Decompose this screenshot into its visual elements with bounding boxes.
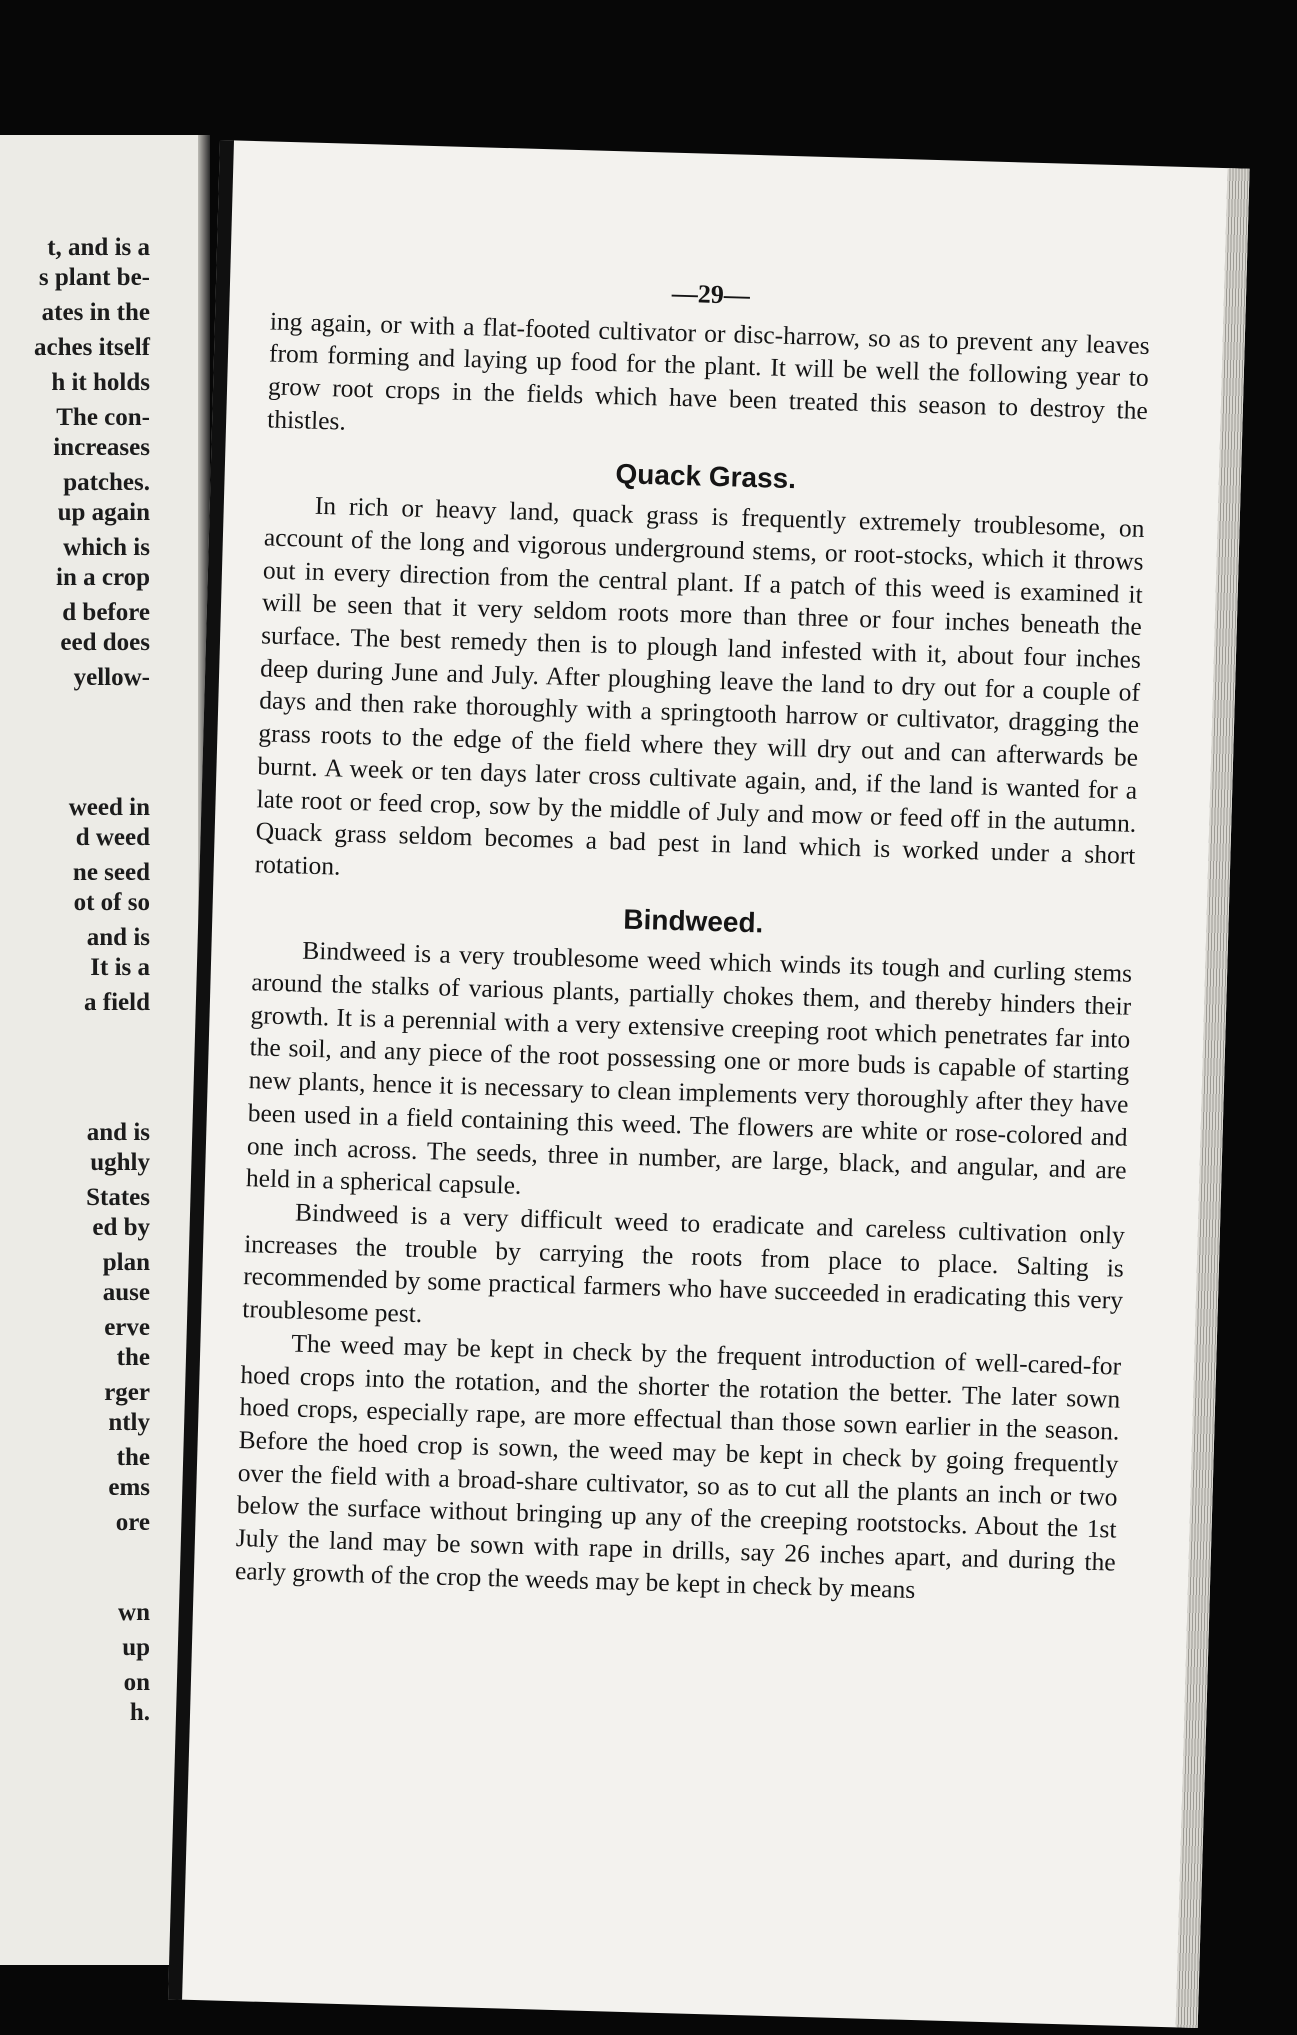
left-page-line: up again bbox=[57, 499, 150, 526]
page-fore-edge bbox=[1176, 168, 1250, 2028]
left-page-line: increases bbox=[53, 434, 150, 461]
heading-quack-grass: Quack Grass. bbox=[615, 457, 797, 494]
left-page-line: patches. bbox=[63, 469, 150, 496]
left-page-line: up bbox=[122, 1634, 150, 1661]
right-page bbox=[168, 140, 1250, 2028]
left-page-line: on bbox=[123, 1669, 150, 1696]
left-page-line: ore bbox=[115, 1509, 150, 1536]
left-page-line: erve bbox=[104, 1314, 150, 1341]
left-page-line: h it holds bbox=[51, 369, 150, 396]
left-page-line: a field bbox=[84, 989, 150, 1016]
left-page-line: The con- bbox=[56, 404, 150, 431]
left-page-line: yellow- bbox=[73, 664, 150, 691]
page-number: —29— bbox=[671, 278, 751, 310]
left-page-line: h. bbox=[129, 1699, 150, 1726]
left-page-line: wn bbox=[118, 1599, 150, 1626]
left-page-line: ause bbox=[102, 1279, 150, 1306]
left-page-line: d weed bbox=[75, 824, 150, 851]
left-page-line: the bbox=[116, 1444, 150, 1471]
left-page-line: and is bbox=[86, 1119, 150, 1146]
left-page-line: ntly bbox=[108, 1409, 150, 1436]
left-page-line: which is bbox=[63, 534, 150, 561]
page-text-block bbox=[235, 266, 1152, 1611]
left-page-line: weed in bbox=[68, 794, 150, 821]
quack-grass-paragraph: In rich or heavy land, quack grass is frequently extremely troublesome, on account of the long and vigorous underground stems, or root-stocks, which it throws out in every direction from the central plant. If a patch of this weed is examined it will be seen that it very seldom roots more than three or four inches beneath the surface. The best remedy then is to plough land infested with it, about four inches deep during June and July. After ploughing leave the land to dry out for a couple of days and then rake thoroughly with a springtooth harrow or cultivator, dragging the grass roots to the edge of the field where they will dry out and can afterwards be burnt. A week or ten days later cross cultivate again, and, if the land is wanted for a late root or feed crop, sow by the middle of July and mow or feed off in the autumn. Quack grass seldom becomes a bad pest in land which is worked under a short rotation. bbox=[254, 491, 1145, 881]
left-page-line: ates in the bbox=[41, 299, 150, 326]
left-page-line: s plant be- bbox=[38, 264, 150, 291]
heading-bindweed: Bindweed. bbox=[622, 903, 764, 939]
bindweed-paragraph-1: Bindweed is a very troublesome weed which winds its tough and curling stems around the stalks of various plants, partially chokes them, and thereby hinders their growth. It is a perennial with a very extensive creeping root which penetrates far into the soil, and any piece of the root possessing one or more buds is capable of starting new plants, hence it is necessary to clean implements very thoroughly after they have been used in a field containing this weed. The flowers are white or rose-colored and one inch across. The seeds, three in number, are large, black, and angular, and are held in a spherical capsule. bbox=[245, 935, 1133, 1201]
left-page-line: ems bbox=[108, 1474, 150, 1501]
left-page-line: ot of so bbox=[73, 889, 150, 916]
left-page-line: ed by bbox=[92, 1214, 150, 1241]
left-page-line: and is bbox=[86, 924, 150, 951]
left-page-line: aches itself bbox=[34, 334, 150, 361]
bindweed-paragraph-3: The weed may be kept in check by the frequent introduction of well-cared-for hoed crops into the rotation, and the shorter the rotation the better. The later sown hoed crops, especially rape, are more effectual than those sown earlier in the season. Before the hoed crop is sown, the weed may be kept in check by going frequently over the field with a broad-share cultivator, so as to cut all the plants an inch or two below the surface without bringing up any of the creeping rootstocks. About the 1st July the land may be sown with rape in drills, say 26 inches apart, and during the early growth of the crop the weeds may be kept in check by means bbox=[234, 1328, 1122, 1604]
intro-paragraph: ing again, or with a flat-footed cultivator or disc-harrow, so as to prevent any leaves from forming and laying up food for the plant. It will be well the following year to grow root crops in the fields which have been treated this season to destroy the thistles. bbox=[266, 306, 1151, 436]
left-page-line: t, and is a bbox=[47, 234, 150, 261]
left-page-line: the bbox=[116, 1344, 150, 1371]
left-page-line: d before bbox=[62, 599, 150, 626]
left-page-line: States bbox=[86, 1184, 150, 1211]
bindweed-paragraph-2: Bindweed is a very difficult weed to eradicate and careless cultivation only increases the trouble by carrying the roots from place to place. Salting is recommended by some practical farmers who have succeeded in eradicating this very troublesome pest. bbox=[241, 1197, 1126, 1329]
left-page-line: ughly bbox=[90, 1149, 150, 1176]
left-page-line: in a crop bbox=[56, 564, 150, 591]
left-page-line: rger bbox=[104, 1379, 150, 1406]
left-page-line: eed does bbox=[60, 629, 150, 656]
left-page-line: plan bbox=[102, 1249, 150, 1276]
left-page-line: It is a bbox=[90, 954, 150, 981]
left-page-line: ne seed bbox=[72, 859, 150, 886]
